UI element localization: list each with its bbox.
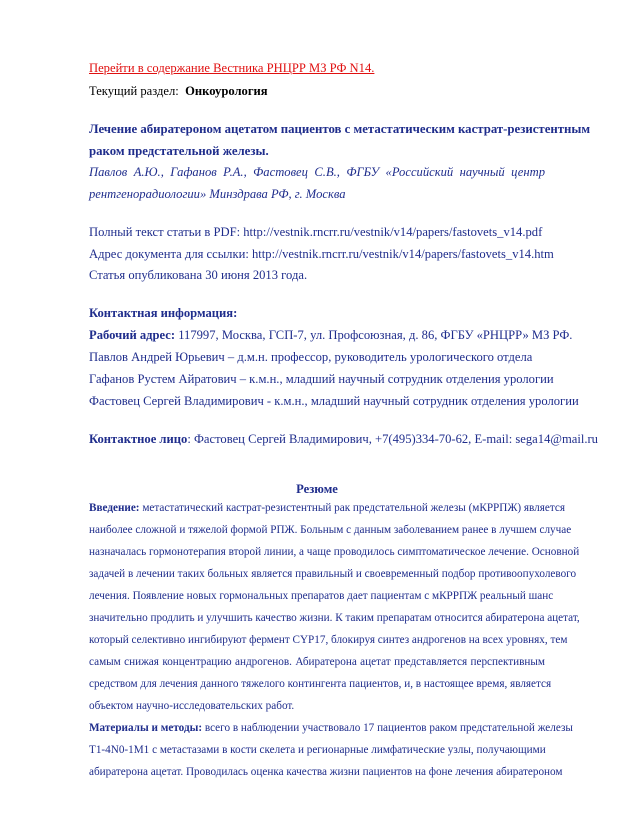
published-date: Статья опубликована 30 июня 2013 года. [89, 268, 308, 282]
methods-label: Материалы и методы: [89, 722, 203, 734]
section-value: Онкоурология [185, 84, 268, 98]
abstract-line: значительно продлить и улучшить качество жизни. К таким препаратам относится абиратерона ацетат, [89, 612, 580, 624]
abstract-line: средством для лечения данного тяжелого контингента пациентов, и, в настоящее время, является [89, 678, 552, 690]
intro-text: метастатический кастрат-резистентный рак предстательной железы (мКРРПЖ) является [139, 502, 566, 514]
pdf-link-text: Полный текст статьи в PDF: http://vestnik.rncrr.ru/vestnik/v14/papers/fastovets_v14.pdf [89, 225, 543, 239]
methods-text: всего в наблюдении участвовало 17 пациентов раком предстательной железы [202, 722, 573, 734]
journal-contents-link[interactable]: Перейти в содержание Вестника РНЦРР МЗ РФ N14. [89, 61, 375, 75]
contact-person-3: Фастовец Сергей Владимирович - к.м.н., младший научный сотрудник отделения урологии [89, 394, 579, 408]
work-address [89, 327, 572, 343]
section-label: Текущий раздел: [89, 84, 179, 98]
contact-value: : Фастовец Сергей Владимирович, +7(495)334-70-62, E-mail: sega14@mail.ru [187, 432, 598, 446]
abstract-line [89, 501, 566, 516]
contacts-heading: Контактная информация: [89, 306, 238, 320]
abstract-line: задачей в лечении таких больных является правильный и своевременный подбор противоопухолевого [89, 568, 577, 580]
contact-person-2: Гафанов Рустем Айратович – к.м.н., младший научный сотрудник отделения урологии [89, 372, 554, 386]
contact-label: Контактное лицо [89, 432, 188, 446]
contact-person-1: Павлов Андрей Юрьевич – д.м.н. профессор, руководитель урологического отдела [89, 350, 533, 364]
abstract-line: наиболее сложной и тяжелой формой РПЖ. Больным с данным заболеванием ранее в лучшем случае [89, 524, 572, 536]
abstract-line: самым снижая концентрацию андрогенов. Абиратерона ацетат представляется перспективным [89, 656, 545, 668]
abstract-line [89, 721, 573, 736]
abstract-line: объектом научно-исследовательских работ. [89, 700, 295, 712]
article-title-line-2: раком предстательной железы. [89, 144, 269, 158]
address-value: 117997, Москва, ГСП-7, ул. Профсоюзная, д. 86, ФГБУ «РНЦРР» МЗ РФ. [175, 328, 573, 342]
abstract-heading: Резюме [296, 482, 338, 496]
address-label: Рабочий адрес: [89, 328, 176, 342]
intro-label: Введение: [89, 502, 140, 514]
article-title-line-1: Лечение абиратероном ацетатом пациентов с метастатическим кастрат-резистентным [89, 122, 591, 136]
abstract-line: который селективно ингибируют фермент CYP17, блокируя синтез андрогенов на всех уровнях, тем [89, 634, 568, 646]
abstract-line: T1-4N0-1M1 с метастазами в кости скелета и регионарные лимфатические узлы, получающими [89, 744, 546, 756]
abstract-line: назначалась гормонотерапия второй линии, а чаще проводилось симптоматическое лечение. Основной [89, 546, 580, 558]
authors-line-2: рентгенорадиологии» Минздрава РФ, г. Москва [89, 187, 346, 201]
contact-person-line [89, 431, 598, 447]
abstract-line: лечения. Появление новых гормональных препаратов дает пациентам с мКРРПЖ реальный шанс [89, 590, 554, 602]
current-section [89, 83, 268, 99]
abstract-line: абиратерона ацетат. Проводилась оценка качества жизни пациентов на фоне лечения абиратероном [89, 766, 563, 778]
authors-line-1: Павлов А.Ю., Гафанов Р.А., Фастовец С.В., ФГБУ «Российский научный центр [89, 165, 545, 179]
reference-link-text: Адрес документа для ссылки: http://vestnik.rncrr.ru/vestnik/v14/papers/fastovets_v14.htm [89, 247, 554, 261]
